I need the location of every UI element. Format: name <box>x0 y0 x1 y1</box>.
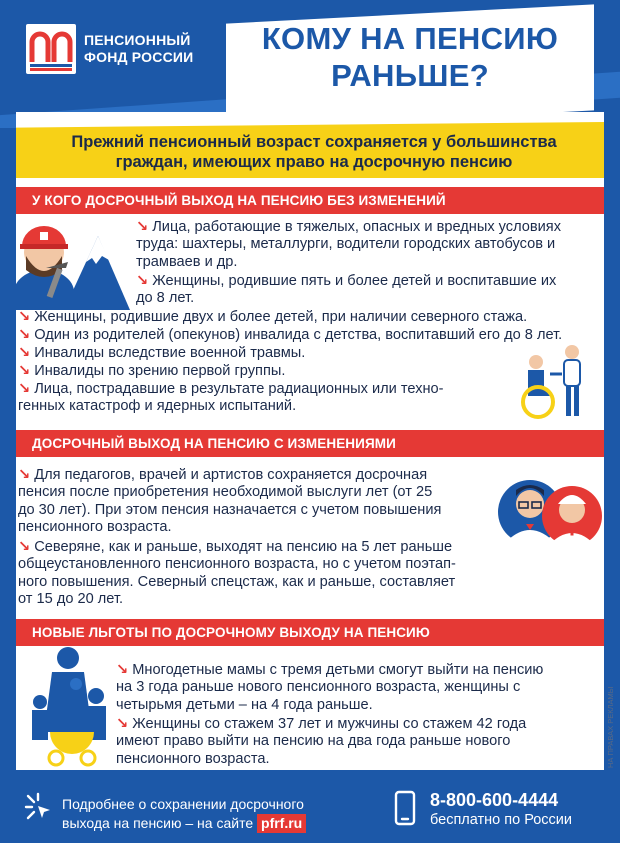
section1-item-4: ↘ Один из родителей (опекунов) инвалида с детства, воспитавший его до 8 лет. <box>18 327 563 343</box>
section1-heading: У КОГО ДОСРОЧНЫЙ ВЫХОД НА ПЕНСИЮ БЕЗ ИЗМЕНЕНИЙ <box>16 187 604 214</box>
site-link[interactable]: pfrf.ru <box>257 814 306 833</box>
miner-illustration <box>12 212 130 310</box>
family-icon <box>32 647 106 740</box>
footer-line2: выхода на пенсию – на сайте <box>62 815 254 831</box>
family-illustration <box>16 644 120 768</box>
footer-line1: Подробнее о сохранении досрочного <box>62 796 304 812</box>
pfr-logo-icon <box>26 24 76 74</box>
page-title <box>226 20 594 94</box>
section1-item-6: ↘ Инвалиды по зрению первой группы. <box>18 363 286 379</box>
arrow-icon: ↘ <box>116 662 129 678</box>
phone-number[interactable]: 8-800-600-4444 <box>430 790 559 810</box>
title-line2: РАНЬШЕ? <box>331 58 489 93</box>
arrow-icon: ↘ <box>18 381 31 397</box>
arrow-icon: ↘ <box>18 327 31 343</box>
arrow-icon: ↘ <box>18 539 31 555</box>
footer-info <box>62 795 306 833</box>
arrow-icon: ↘ <box>18 467 31 483</box>
section1-item-3: ↘ Женщины, родившие двух и более детей, при наличии северного стажа. <box>18 309 528 325</box>
arrow-icon: ↘ <box>116 716 129 732</box>
stroller-icon <box>49 732 95 765</box>
section1-item-5: ↘ Инвалиды вследствие военной травмы. <box>18 345 306 361</box>
phone-note: бесплатно по России <box>430 812 572 828</box>
section1-item-2: ↘ Женщины, родившие пять и более детей и воспитавшие их до 8 лет. <box>136 273 557 307</box>
arrow-icon: ↘ <box>18 309 31 325</box>
sparkle-icon <box>24 792 52 822</box>
section2-heading: ДОСРОЧНЫЙ ВЫХОД НА ПЕНСИЮ С ИЗМЕНЕНИЯМИ <box>16 430 604 457</box>
lead-text <box>44 132 584 172</box>
nurse-icon <box>542 486 602 546</box>
lead-line2: граждан, имеющих право на досрочную пенсию <box>115 153 513 171</box>
section2-item-2: ↘ Северяне, как и раньше, выходят на пенсию на 5 лет раньше общеустановленного пенсионного возраста, но с учетом поэтап- ного повышения. Северный спецстаж, как и раньше, составляет от 15 до 20 лет. <box>18 539 456 608</box>
arrow-icon: ↘ <box>18 345 31 361</box>
ad-note: НА ПРАВАХ РЕКЛАМЫ <box>606 686 615 768</box>
arrow-icon: ↘ <box>18 363 31 379</box>
org-name-line2: ФОНД РОССИИ <box>84 49 194 65</box>
org-name-line1: ПЕНСИОННЫЙ <box>84 32 191 48</box>
section3-item-1: ↘ Многодетные мамы с тремя детьми смогут выйти на пенсию на 3 года раньше нового пенсионного возраста, женщины с четырьмя детьми – на 4 года раньше. <box>116 662 544 713</box>
section2-item-1: ↘ Для педагогов, врачей и артистов сохраняется досрочная пенсия после приобретения необходимой выслуги лет (от 25 до 30 лет). При этом пенсия назначается с учетом повышения пенсионного возраста. <box>18 467 442 536</box>
title-line1: КОМУ НА ПЕНСИЮ <box>261 21 559 56</box>
section3-heading: НОВЫЕ ЛЬГОТЫ ПО ДОСРОЧНОМУ ВЫХОДУ НА ПЕНСИЮ <box>16 619 604 646</box>
arrow-icon: ↘ <box>136 273 149 289</box>
section1-item-7: ↘ Лица, пострадавшие в результате радиационных или техно- генных катастроф и ядерных испытаний. <box>18 381 444 415</box>
arrow-icon: ↘ <box>136 219 149 235</box>
section1-item-1: ↘ Лица, работающие в тяжелых, опасных и вредных условиях труда: шахтеры, металлурги, водители городских автобусов и трамваев и др. <box>136 219 561 270</box>
miner-icon <box>14 226 74 310</box>
lead-line1: Прежний пенсионный возраст сохраняется у большинства <box>71 133 557 151</box>
medical-staff-illustration <box>496 470 604 578</box>
section3-item-2: ↘ Женщины со стажем 37 лет и мужчины со стажем 42 года имеют право выйти на пенсию на два года раньше нового пенсионного возраста. <box>116 716 527 767</box>
pfr-logo <box>26 24 193 74</box>
wheelchair-icon <box>506 344 594 420</box>
phone-icon <box>394 790 416 826</box>
